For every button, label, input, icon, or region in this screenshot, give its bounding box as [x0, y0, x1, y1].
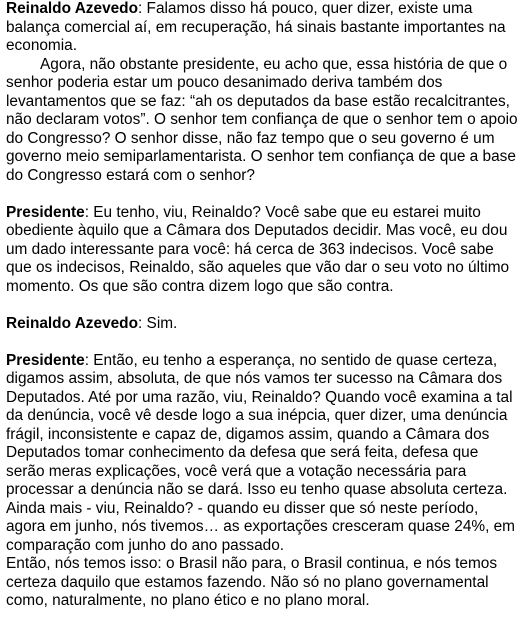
paragraph-reinaldo-2: [6, 56, 521, 186]
paragraph-text: Então, nós temos isso: o Brasil não para, o Brasil continua, e nós temos certeza daquilo que estamos fazendo. Não só no plano governamental como, naturalmente, no plano ético e no plano moral.: [6, 555, 498, 609]
speaker-name: Presidente: [6, 203, 85, 221]
paragraph-text: : Sim.: [138, 314, 178, 332]
paragraph-text: : Falamos disso há pouco, quer dizer, existe uma balança comercial aí, em recuperação, há sinais bastante importantes na economia.: [6, 0, 506, 54]
speaker-name: Presidente: [6, 351, 85, 369]
paragraph-presidente-3: [6, 555, 521, 611]
paragraph-presidente-2: [6, 352, 521, 556]
paragraph-text: Agora, não obstante presidente, eu acho que, essa história de que o senhor poderia estar um pouco desanimado deriva também dos levantamentos que se faz: “ah os deputados da base estão recalcitrantes, não declaram votos”. O senhor tem confiança de que o senhor tem o apoio do Congresso? O senhor disse, não faz tempo que o seu governo é um governo meio semiparlamentarista. O senhor tem confiança de que a base do Congresso estará com o senhor?: [6, 55, 518, 184]
paragraph-text: : Eu tenho, viu, Reinaldo? Você sabe que eu estarei muito obediente àquilo que a Câmara dos Deputados decidir. Mas você, eu dou um dado interessante para você: há cerca de 363 indecisos. Você sabe que os indecisos, Reinaldo, são aqueles que vão dar o seu voto no último momento. Os que são contra dizem logo que são contra.: [6, 203, 510, 295]
paragraph-text: : Então, eu tenho a esperança, no sentido de quase certeza, digamos assim, absoluta, de que nós vamos ter sucesso na Câmara dos Deputados. Até por uma razão, viu, Reinaldo? Quando você examina a tal da denúncia, você vê desde logo a sua inépcia, quer dizer, uma denúncia frágil, inconsistente e capaz de, digamos assim, quando a Câmara dos Deputados tomar conhecimento da defesa que será feita, defesa que serão meras explicações, você verá que a votação necessária para processar a denúncia não se dará. Isso eu tenho quase absoluta certeza. Ainda mais - viu, Reinaldo? - quando eu disser que só neste período, agora em junho, nós tivemos… as exportações cresceram quase 24%, em comparação com junho do ano passado.: [6, 351, 515, 554]
speaker-name: Reinaldo Azevedo: [6, 314, 138, 332]
paragraph-reinaldo-1: [6, 0, 521, 56]
paragraph-presidente-1: [6, 204, 521, 297]
speaker-name: Reinaldo Azevedo: [6, 0, 138, 17]
paragraph-reinaldo-3: [6, 315, 521, 334]
